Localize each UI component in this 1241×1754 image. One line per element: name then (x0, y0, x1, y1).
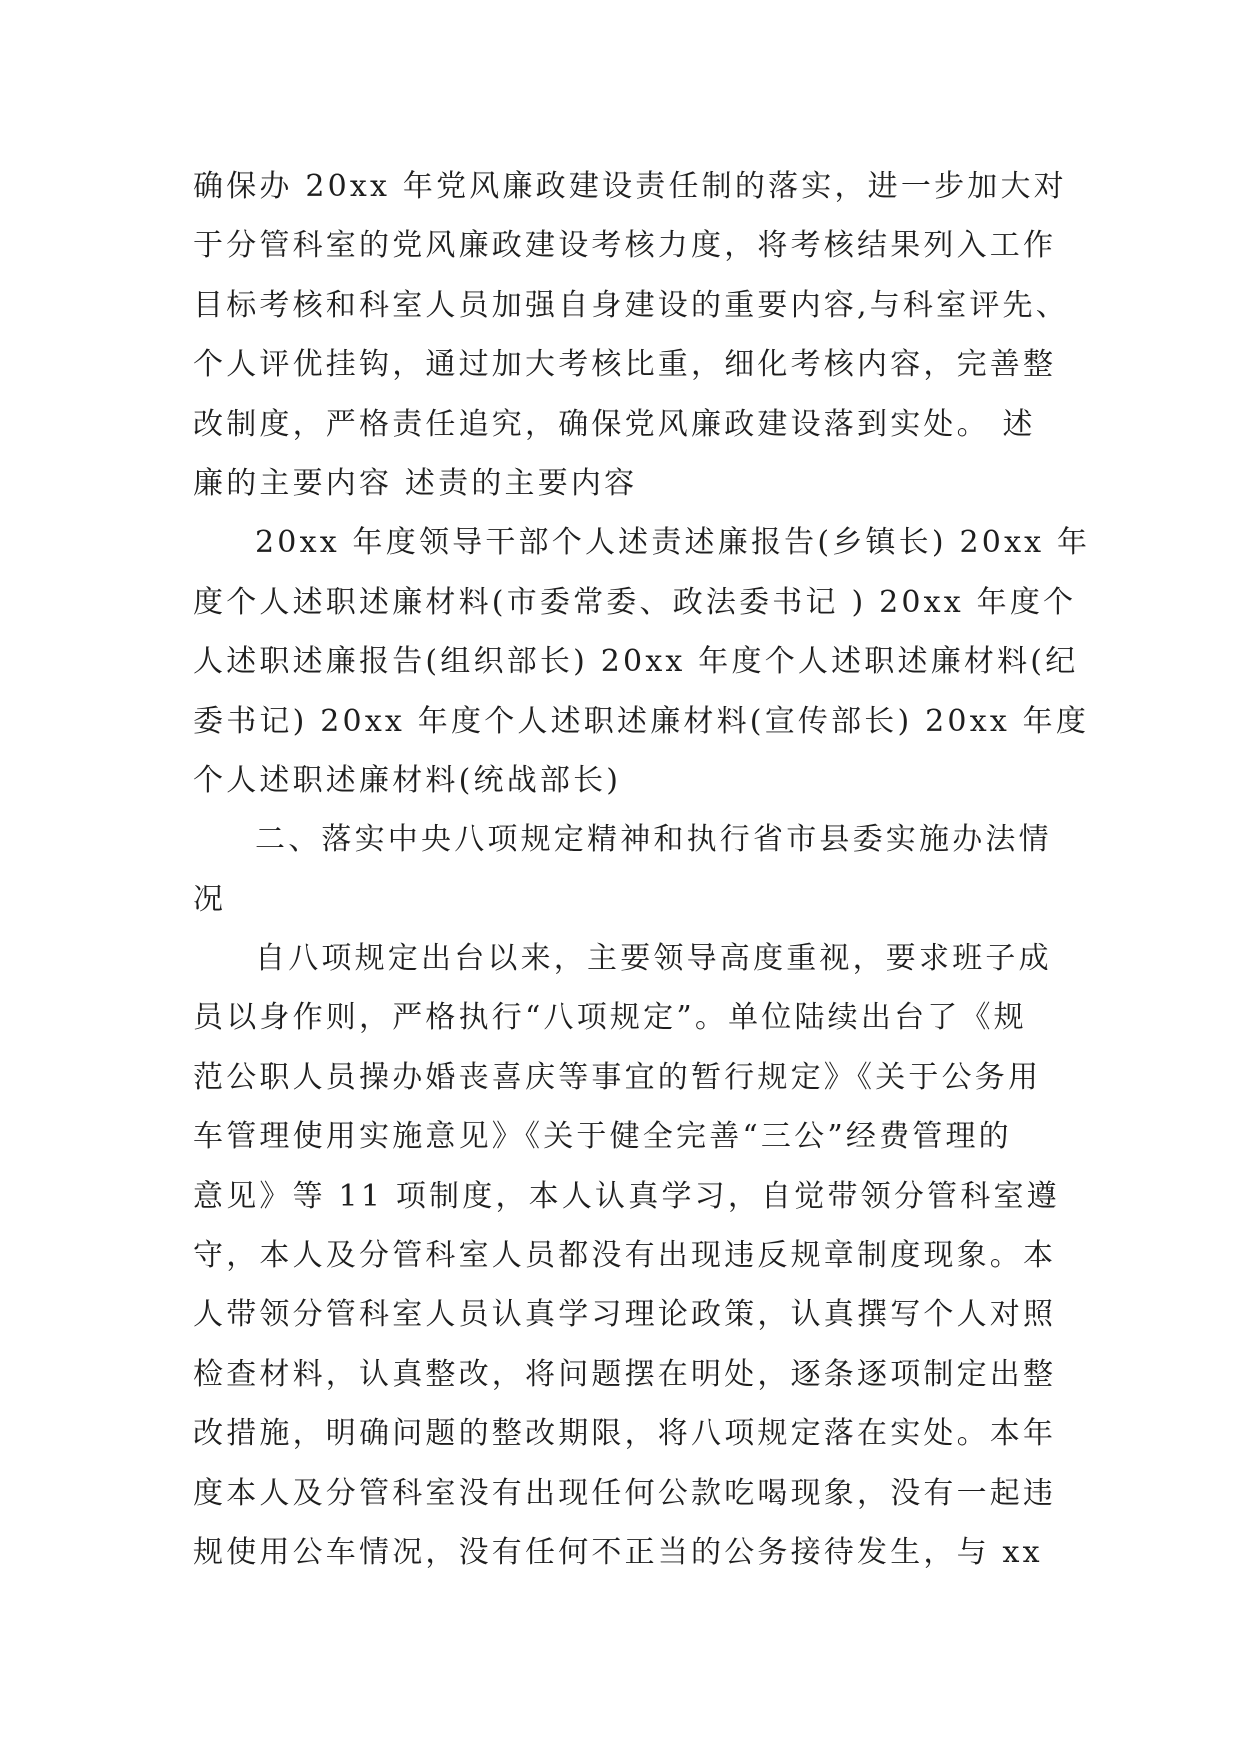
text-line: 确保办 20xx 年党风廉政建设责任制的落实，进一步加大对 (193, 169, 1067, 204)
section-heading-line: 况 (193, 881, 227, 917)
text-line: 度本人及分管科室没有出现任何公款吃喝现象，没有一起违 (193, 1475, 1057, 1511)
text-line: 廉的主要内容 述责的主要内容 (193, 465, 638, 501)
text-line: 改制度，严格责任追究，确保党风廉政建设落到实处。 述 (193, 406, 1036, 442)
body-text (193, 157, 1091, 1582)
text-line: 度个人述职述廉材料(市委常委、政法委书记 ) 20xx 年度个 (193, 584, 1077, 620)
text-line: 守，本人及分管科室人员都没有出现违反规章制度现象。本 (193, 1238, 1057, 1274)
text-line: 检查材料，认真整改，将问题摆在明处，逐条逐项制定出整 (193, 1356, 1057, 1392)
paragraph-start-line: 20xx 年度领导干部个人述责述廉报告(乡镇长) 20xx 年 (255, 525, 1091, 561)
paragraph-start-line: 自八项规定出台以来，主要领导高度重视，要求班子成 (255, 941, 1052, 977)
text-line: 规使用公车情况，没有任何不正当的公务接待发生，与 xx (193, 1534, 1043, 1570)
text-line: 目标考核和科室人员加强自身建设的重要内容,与科室评先、 (193, 287, 1069, 323)
text-line: 员以身作则，严格执行“八项规定”。单位陆续出台了《规 (193, 1000, 1027, 1036)
text-line: 个人述职述廉材料(统战部长) (193, 762, 622, 798)
text-line: 车管理使用实施意见》《关于健全完善“三公”经费管理的 (193, 1119, 1012, 1155)
text-line: 委书记) 20xx 年度个人述职述廉材料(宣传部长) 20xx 年度 (193, 703, 1090, 739)
text-line: 意见》等 11 项制度，本人认真学习，自觉带领分管科室遵 (193, 1178, 1060, 1214)
text-line: 于分管科室的党风廉政建设考核力度，将考核结果列入工作 (193, 228, 1057, 264)
text-line: 人带领分管科室人员认真学习理论政策，认真撰写个人对照 (193, 1297, 1057, 1333)
section-heading-line: 二、落实中央八项规定精神和执行省市县委实施办法情 (255, 822, 1052, 858)
text-line: 人述职述廉报告(组织部长) 20xx 年度个人述职述廉材料(纪 (193, 644, 1079, 680)
text-line: 改措施，明确问题的整改期限，将八项规定落在实处。本年 (193, 1416, 1057, 1452)
text-line: 个人评优挂钩，通过加大考核比重，细化考核内容，完善整 (193, 347, 1057, 383)
text-line: 范公职人员操办婚丧喜庆等事宜的暂行规定》《关于公务用 (193, 1059, 1042, 1095)
